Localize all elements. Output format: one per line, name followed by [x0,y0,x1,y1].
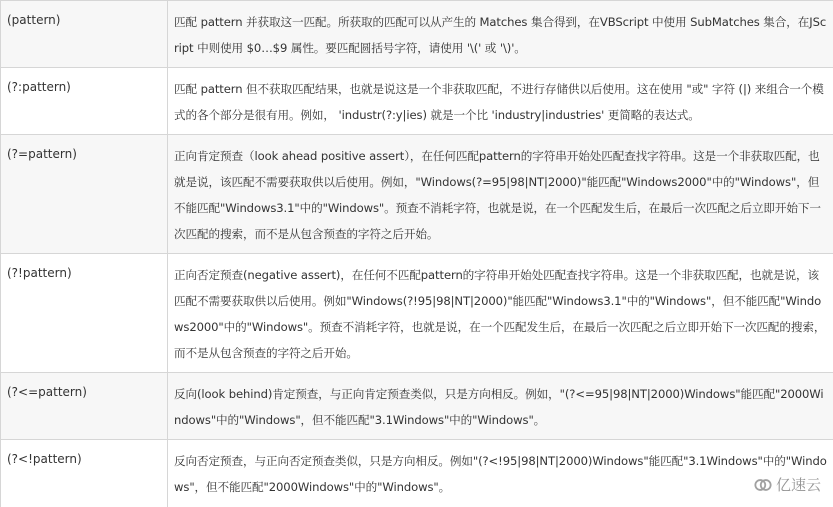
description-text: 正向肯定预查（look ahead positive assert），在任何匹配pattern的字符串开始处匹配查找字符串。这是一个非获取匹配，也就是说，该匹配不需要获取供以后使用。例如，"Windows(?=95|98|NT|2000)"能匹配"Windows2000"中的"Windows"，但不能匹配"Windows3.1"中的"Windows"。预查不消耗字符，也就是说，在一个匹配发生后，在最后一次匹配之后立即开始下一次匹配的搜索，而不是从包含预查的字符之后开始。 [174,149,821,241]
pattern-cell [1,440,168,507]
pattern-cell [1,135,168,254]
description-cell [168,135,833,254]
table-row [1,373,833,440]
pattern-text: (?<=pattern) [7,385,87,399]
pattern-text: (?!pattern) [7,266,72,280]
watermark-text: 亿速云 [775,476,821,494]
pattern-text: (?<!pattern) [7,452,82,466]
pattern-cell [1,68,168,135]
description-cell [168,1,833,68]
watermark [754,474,821,495]
description-cell [168,373,833,440]
pattern-cell [1,1,168,68]
pattern-text: (pattern) [7,13,61,27]
description-cell [168,254,833,373]
table-row [1,1,833,68]
description-text: 反向否定预查，与正向否定预查类似，只是方向相反。例如"(?<!95|98|NT|2000)Windows"能匹配"3.1Windows"中的"Windows"，但不能匹配"2000Windows"中的"Windows"。 [174,454,827,494]
pattern-text: (?=pattern) [7,147,77,161]
yisu-cloud-logo-icon [754,476,772,494]
description-cell [168,440,833,507]
description-text: 正向否定预查(negative assert)，在任何不匹配pattern的字符串开始处匹配查找字符串。这是一个非获取匹配，也就是说，该匹配不需要获取供以后使用。例如"Windows(?!95|98|NT|2000)"能匹配"Windows3.1"中的"Windows"，但不能匹配"Windows2000"中的"Windows"。预查不消耗字符，也就是说，在一个匹配发生后，在最后一次匹配之后立即开始下一次匹配的搜索，而不是从包含预查的字符之后开始。 [174,268,826,360]
description-text: 匹配 pattern 但不获取匹配结果，也就是说这是一个非获取匹配，不进行存储供以后使用。这在使用 "或" 字符 (|) 来组合一个模式的各个部分是很有用。例如， 'industr(?:y|ies) 就是一个比 'industry|industries' 更简略的表达式。 [174,82,824,122]
table-row [1,440,833,507]
table-row [1,68,833,135]
description-cell [168,68,833,135]
table-row [1,135,833,254]
description-text: 反向(look behind)肯定预查，与正向肯定预查类似，只是方向相反。例如，"(?<=95|98|NT|2000)Windows"能匹配"2000Windows"中的"Windows"，但不能匹配"3.1Windows"中的"Windows"。 [174,387,824,427]
pattern-text: (?:pattern) [7,80,71,94]
pattern-cell [1,254,168,373]
table-row [1,254,833,373]
pattern-cell [1,373,168,440]
description-text: 匹配 pattern 并获取这一匹配。所获取的匹配可以从产生的 Matches 集合得到，在VBScript 中使用 SubMatches 集合，在JScript 中则使用 $0…$9 属性。要匹配圆括号字符，请使用 '\(' 或 '\)'。 [174,15,827,55]
